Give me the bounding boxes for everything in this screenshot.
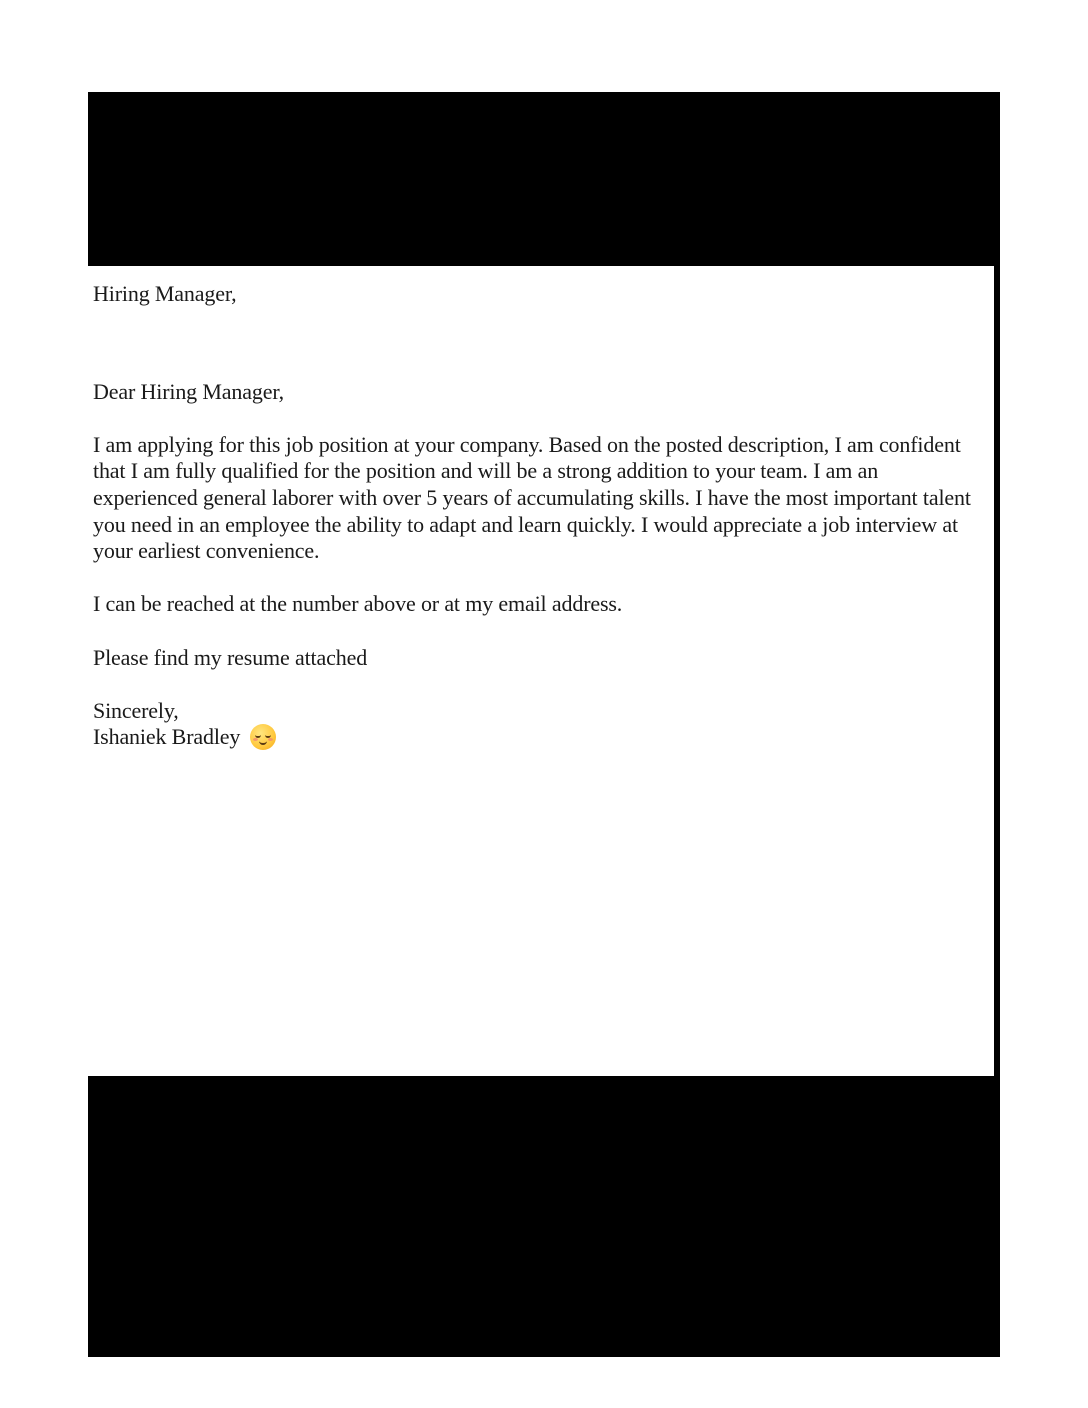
paragraph-intro: I am applying for this job position at your company. Based on the posted description, I am confident that I am fully qualified for the position and will be a strong addition to your team. I am an experienced general laborer with over 5 years of accumulating skills. I have the most important talent you need in an employee the ability to adapt and learn quickly. I would appreciate a job interview at your earliest convenience. (93, 431, 971, 564)
redaction-bar-right (994, 266, 1000, 1076)
redaction-block-footer (88, 1076, 1000, 1357)
cover-letter-body (93, 281, 973, 751)
signature-line (93, 724, 973, 751)
closing-line: Sincerely, (93, 697, 179, 723)
paragraph-contact: I can be reached at the number above or at my email address. (93, 591, 623, 617)
paragraph-resume: Please find my resume attached (93, 644, 368, 670)
greeting-line: Dear Hiring Manager, (93, 378, 284, 404)
recipient-line: Hiring Manager, (93, 281, 237, 306)
redaction-block-header (88, 92, 1000, 266)
signature-name: Ishaniek Bradley (93, 724, 241, 750)
smiling-face-icon (250, 724, 276, 750)
